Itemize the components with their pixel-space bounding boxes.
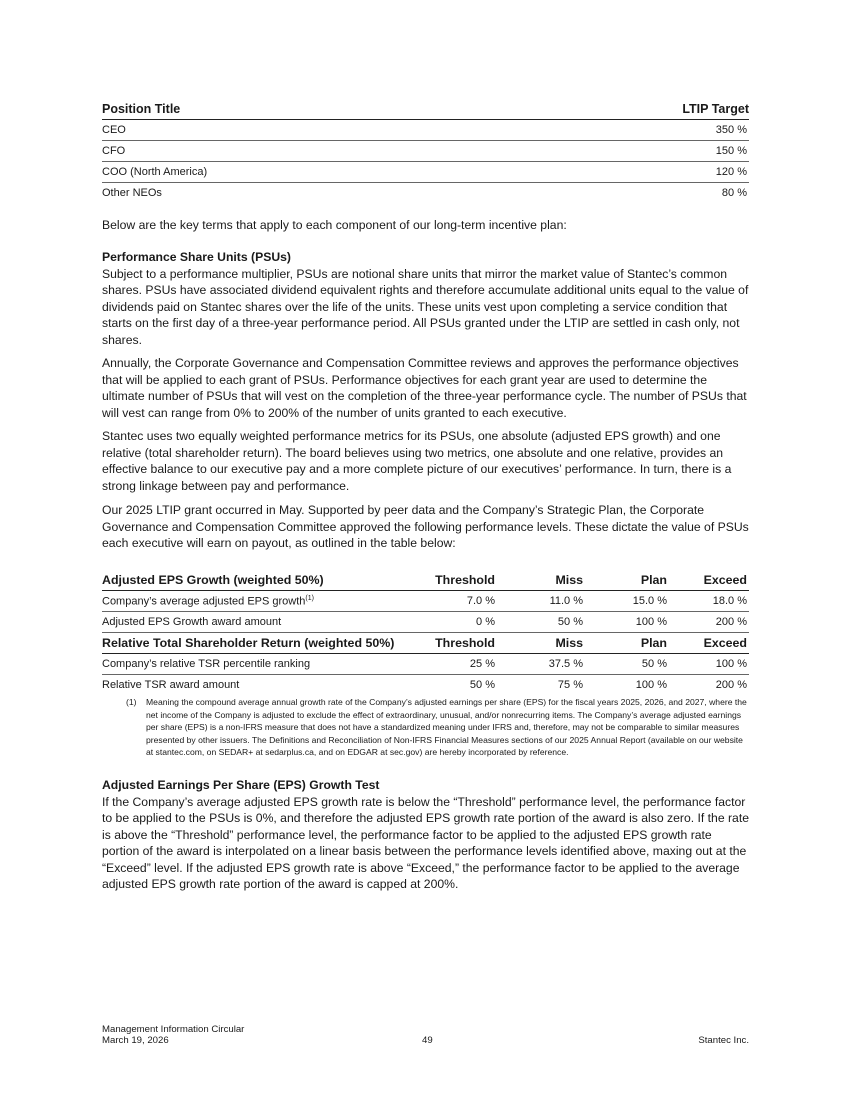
psu-paragraph-3: Stantec uses two equally weighted performance metrics for its PSUs, one absolute (adjusted EPS growth) and one relative (total shareholder return). The board believes using two metrics, one absolute and one relative, provides an effective balance to our executive pay and a more complete picture of our executives’ performance. In turn, there is a strong linkage between pay and performance. — [102, 429, 732, 493]
value-cell: 18.0 % — [712, 595, 747, 607]
ltip-target-header: LTIP Target — [682, 102, 749, 116]
document-title: Management Information Circular — [102, 1024, 245, 1035]
header-cell: Threshold — [435, 636, 495, 650]
header-cell: Relative Total Shareholder Return (weighted 50%) — [102, 636, 395, 650]
psu-paragraph-2: Annually, the Corporate Governance and Compensation Committee reviews and approves the performance objectives that will be applied to each grant of PSUs. Performance objectives for each grant year are used to determine the ultimate number of PSUs that will vest on the completion of the three-year performance cycle. The number of PSUs that will vest can range from 0% to 200% of the number of units granted to each executive. — [102, 356, 747, 420]
footnote-marker: (1) — [126, 697, 137, 707]
value-cell: 11.0 % — [549, 595, 583, 607]
row-label — [102, 595, 402, 608]
position-cell: COO (North America) — [102, 166, 208, 178]
table-row — [102, 591, 749, 612]
table-row — [102, 162, 749, 183]
row-label: Adjusted EPS Growth award amount — [102, 616, 282, 628]
table-header — [102, 102, 749, 120]
psu-section — [102, 249, 752, 348]
target-cell: 350 % — [715, 124, 747, 136]
table-row — [102, 675, 749, 695]
document-date: March 19, 2026 — [102, 1035, 169, 1046]
table-row — [102, 654, 749, 675]
target-cell: 120 % — [715, 166, 747, 178]
psu-paragraph-4: Our 2025 LTIP grant occurred in May. Supported by peer data and the Company’s Strategic Plan, the Corporate Governance and Compensation Committee approved the following performance levels. These dictate the value of PSUs each executive will earn on payout, as outlined in the table below: — [102, 503, 749, 550]
eps-test-heading: Adjusted Earnings Per Share (EPS) Growth Test — [102, 778, 380, 792]
ltip-target-table — [102, 102, 749, 203]
header-cell: Adjusted EPS Growth (weighted 50%) — [102, 573, 324, 587]
row-label: Company’s relative TSR percentile ranking — [102, 658, 311, 670]
eps-test-paragraph: If the Company’s average adjusted EPS growth rate is below the “Threshold” performance level, the performance factor to be applied to the PSUs is 0%, and therefore the adjusted EPS growth rate portion of the award is also zero. If the rate is above the “Threshold” performance level, the performance factor to be applied to the adjusted EPS growth rate portion of the award is interpolated on a linear basis between the performance levels identified above, maxing out at the “Exceed” level. If the adjusted EPS growth rate is above “Exceed,” the performance factor to be applied to the average adjusted EPS growth rate portion of the award is capped at 200%. — [102, 794, 749, 891]
header-cell: Exceed — [703, 573, 747, 587]
value-cell: 100 % — [635, 616, 667, 628]
eps-table-header — [102, 570, 749, 591]
value-cell: 37.5 % — [548, 658, 583, 670]
table-row — [102, 120, 749, 141]
value-cell: 0 % — [476, 616, 495, 628]
page-number: 49 — [422, 1035, 433, 1046]
position-cell: CFO — [102, 145, 126, 157]
position-title-header: Position Title — [102, 102, 181, 116]
header-cell: Threshold — [435, 573, 495, 587]
value-cell: 200 % — [715, 616, 747, 628]
position-cell: Other NEOs — [102, 187, 162, 199]
intro-paragraph: Below are the key terms that apply to each component of our long-term incentive plan: — [102, 218, 567, 232]
value-cell: 50 % — [641, 658, 667, 670]
target-cell: 80 % — [721, 187, 747, 199]
company-name: Stantec Inc. — [698, 1035, 749, 1046]
footer-left — [102, 1024, 244, 1046]
psu-paragraph-1: Subject to a performance multiplier, PSUs are notional share units that mirror the market value of Stantec’s common shares. PSUs have associated dividend equivalent rights and therefore accumulate additional units equal to the value of dividends paid on Stantec shares over the life of the units. These units vest upon completing a service condition that starts on the first day of a three-year performance period. All PSUs granted under the LTIP are settled in cash only, not shares. — [102, 266, 749, 347]
header-cell: Miss — [555, 573, 583, 587]
value-cell: 100 % — [715, 658, 747, 670]
tsr-table-header — [102, 633, 749, 654]
value-cell: 50 % — [469, 679, 495, 691]
header-cell: Exceed — [703, 636, 747, 650]
table-row — [102, 183, 749, 203]
value-cell: 15.0 % — [632, 595, 667, 607]
row-label-text: Company’s average adjusted EPS growth — [102, 595, 306, 608]
table-row — [102, 141, 749, 162]
header-cell: Plan — [640, 636, 667, 650]
value-cell: 25 % — [469, 658, 495, 670]
eps-test-section — [102, 777, 752, 893]
footnote — [102, 696, 749, 759]
value-cell: 75 % — [557, 679, 583, 691]
footnote-ref: (1) — [305, 594, 314, 602]
position-cell: CEO — [102, 124, 126, 136]
footnote-text: Meaning the compound average annual growth rate of the Company’s adjusted earnings per share (EPS) for the fiscal years 2025, 2026, and 2027, where the net income of the Company is adjusted to exclude the effect of extraordinary, unusual, and/or nonrecurring items. The Company’s average adjusted earnings per share (EPS) is a non-IFRS measure that does not have a standardized meaning under IFRS and, therefore, may not be comparable to similar measures presented by other issuers. The Definitions and Reconciliation of Non-IFRS Financial Measures sections of our 2025 Annual Report (available on our website at stantec.com, on SEDAR+ at sedarplus.ca, and on EDGAR at sec.gov) are hereby incorporated by reference. — [146, 697, 747, 758]
header-cell: Miss — [555, 636, 583, 650]
psu-heading: Performance Share Units (PSUs) — [102, 250, 291, 264]
value-cell: 7.0 % — [466, 595, 495, 607]
value-cell: 100 % — [635, 679, 667, 691]
header-cell: Plan — [640, 573, 667, 587]
table-row — [102, 612, 749, 633]
performance-levels-table — [102, 570, 749, 695]
row-label: Relative TSR award amount — [102, 679, 240, 691]
target-cell: 150 % — [715, 145, 747, 157]
value-cell: 200 % — [715, 679, 747, 691]
value-cell: 50 % — [557, 616, 583, 628]
